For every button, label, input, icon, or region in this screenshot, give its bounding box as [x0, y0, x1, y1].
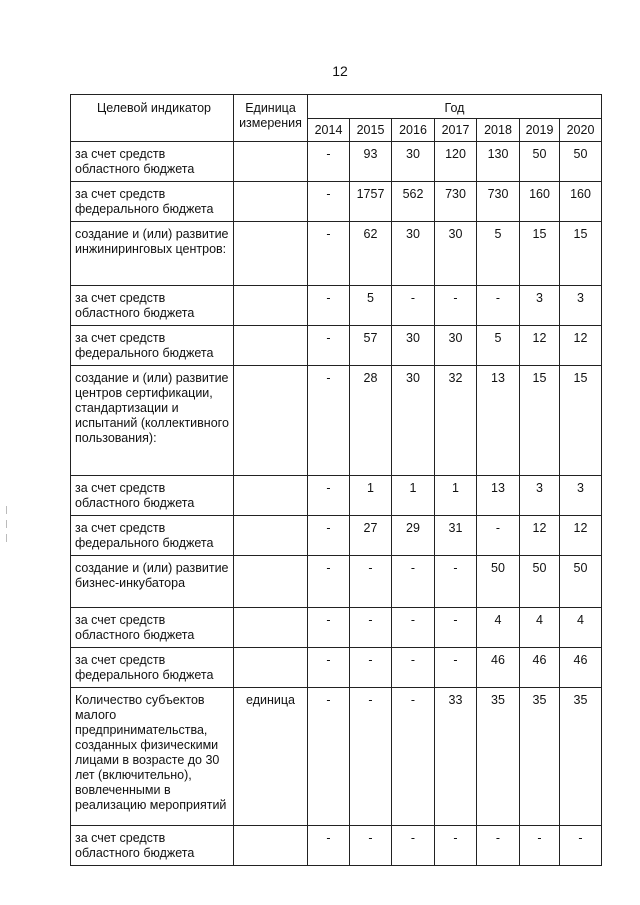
- value-cell: -: [308, 826, 350, 866]
- value-cell: 3: [560, 286, 602, 326]
- value-cell: 5: [350, 286, 392, 326]
- value-cell: 50: [477, 556, 520, 608]
- value-cell: 130: [477, 142, 520, 182]
- value-cell: 5: [477, 222, 520, 286]
- year-header: 2016: [392, 119, 435, 142]
- scan-mark: [6, 506, 7, 514]
- row-label: за счет средств федерального бюджета: [71, 516, 234, 556]
- value-cell: 15: [520, 366, 560, 476]
- value-cell: -: [350, 688, 392, 826]
- row-unit: [234, 516, 308, 556]
- value-cell: -: [477, 826, 520, 866]
- value-cell: -: [392, 556, 435, 608]
- header-unit: Единица измерения: [234, 95, 308, 142]
- row-label: за счет средств федерального бюджета: [71, 648, 234, 688]
- value-cell: 35: [520, 688, 560, 826]
- value-cell: -: [392, 826, 435, 866]
- value-cell: 57: [350, 326, 392, 366]
- year-header: 2014: [308, 119, 350, 142]
- row-unit: [234, 222, 308, 286]
- table-row: [71, 648, 602, 688]
- year-header: 2020: [560, 119, 602, 142]
- value-cell: -: [435, 556, 477, 608]
- value-cell: 28: [350, 366, 392, 476]
- value-cell: 160: [560, 182, 602, 222]
- value-cell: 1: [350, 476, 392, 516]
- value-cell: 730: [477, 182, 520, 222]
- value-cell: -: [308, 326, 350, 366]
- header-year: Год: [308, 95, 602, 119]
- value-cell: 33: [435, 688, 477, 826]
- value-cell: -: [308, 476, 350, 516]
- row-unit: [234, 476, 308, 516]
- value-cell: 120: [435, 142, 477, 182]
- row-unit: [234, 648, 308, 688]
- scan-mark: [6, 534, 7, 542]
- value-cell: -: [308, 608, 350, 648]
- value-cell: 32: [435, 366, 477, 476]
- year-header: 2017: [435, 119, 477, 142]
- value-cell: -: [350, 648, 392, 688]
- value-cell: -: [477, 516, 520, 556]
- table-row: [71, 608, 602, 648]
- value-cell: -: [308, 142, 350, 182]
- year-header: 2015: [350, 119, 392, 142]
- value-cell: -: [520, 826, 560, 866]
- page-number: 12: [332, 63, 348, 79]
- value-cell: 46: [477, 648, 520, 688]
- value-cell: 13: [477, 366, 520, 476]
- header-indicator: Целевой индикатор: [71, 95, 234, 142]
- indicators-table: [70, 94, 602, 866]
- row-label: за счет средств областного бюджета: [71, 286, 234, 326]
- value-cell: 27: [350, 516, 392, 556]
- value-cell: 30: [435, 326, 477, 366]
- row-label: за счет средств федерального бюджета: [71, 182, 234, 222]
- value-cell: 12: [560, 516, 602, 556]
- value-cell: 4: [520, 608, 560, 648]
- value-cell: 160: [520, 182, 560, 222]
- row-label: за счет средств федерального бюджета: [71, 326, 234, 366]
- table-row: [71, 366, 602, 476]
- value-cell: 15: [560, 222, 602, 286]
- value-cell: -: [308, 516, 350, 556]
- value-cell: -: [308, 648, 350, 688]
- value-cell: 13: [477, 476, 520, 516]
- value-cell: 30: [392, 326, 435, 366]
- value-cell: 29: [392, 516, 435, 556]
- value-cell: -: [392, 688, 435, 826]
- value-cell: -: [308, 366, 350, 476]
- value-cell: 35: [477, 688, 520, 826]
- value-cell: 4: [560, 608, 602, 648]
- value-cell: -: [435, 648, 477, 688]
- value-cell: 15: [560, 366, 602, 476]
- value-cell: 30: [435, 222, 477, 286]
- table-row: [71, 516, 602, 556]
- value-cell: 50: [560, 556, 602, 608]
- row-label: за счет средств областного бюджета: [71, 142, 234, 182]
- row-label: Количество субъектов малого предпринимательства, созданных физическими лицами в возрасте до 30 лет (включительно), вовлеченными в реализацию мероприятий: [71, 688, 234, 826]
- row-unit: [234, 286, 308, 326]
- row-unit: [234, 182, 308, 222]
- value-cell: -: [308, 286, 350, 326]
- value-cell: -: [392, 608, 435, 648]
- value-cell: 12: [520, 516, 560, 556]
- value-cell: -: [308, 222, 350, 286]
- value-cell: 562: [392, 182, 435, 222]
- value-cell: 730: [435, 182, 477, 222]
- value-cell: -: [308, 182, 350, 222]
- value-cell: 35: [560, 688, 602, 826]
- value-cell: 3: [520, 286, 560, 326]
- value-cell: -: [392, 648, 435, 688]
- value-cell: 12: [520, 326, 560, 366]
- row-unit: [234, 556, 308, 608]
- value-cell: -: [477, 286, 520, 326]
- table-row: [71, 476, 602, 516]
- table-row: [71, 326, 602, 366]
- value-cell: 5: [477, 326, 520, 366]
- scan-mark: [6, 520, 7, 528]
- table-row: [71, 222, 602, 286]
- value-cell: 93: [350, 142, 392, 182]
- row-unit: [234, 326, 308, 366]
- value-cell: 31: [435, 516, 477, 556]
- row-label: за счет средств областного бюджета: [71, 826, 234, 866]
- value-cell: 1757: [350, 182, 392, 222]
- value-cell: 1: [392, 476, 435, 516]
- value-cell: -: [435, 608, 477, 648]
- year-header: 2018: [477, 119, 520, 142]
- row-unit: [234, 366, 308, 476]
- value-cell: -: [308, 556, 350, 608]
- table-row: [71, 556, 602, 608]
- value-cell: 30: [392, 366, 435, 476]
- value-cell: 62: [350, 222, 392, 286]
- value-cell: 1: [435, 476, 477, 516]
- row-label: создание и (или) развитие инжиниринговых центров:: [71, 222, 234, 286]
- row-label: за счет средств областного бюджета: [71, 608, 234, 648]
- table-row: [71, 182, 602, 222]
- value-cell: 15: [520, 222, 560, 286]
- value-cell: 30: [392, 222, 435, 286]
- row-label: за счет средств областного бюджета: [71, 476, 234, 516]
- row-unit: [234, 608, 308, 648]
- table-row: [71, 688, 602, 826]
- row-label: создание и (или) развитие бизнес-инкубатора: [71, 556, 234, 608]
- value-cell: 50: [520, 556, 560, 608]
- row-unit: единица: [234, 688, 308, 826]
- value-cell: 46: [520, 648, 560, 688]
- value-cell: 12: [560, 326, 602, 366]
- value-cell: 30: [392, 142, 435, 182]
- value-cell: 3: [560, 476, 602, 516]
- value-cell: -: [560, 826, 602, 866]
- value-cell: 50: [520, 142, 560, 182]
- value-cell: 4: [477, 608, 520, 648]
- row-label: создание и (или) развитие центров сертификации, стандартизации и испытаний (коллективного пользования):: [71, 366, 234, 476]
- table-row: [71, 826, 602, 866]
- value-cell: -: [435, 286, 477, 326]
- value-cell: 50: [560, 142, 602, 182]
- row-unit: [234, 826, 308, 866]
- value-cell: -: [308, 688, 350, 826]
- table-row: [71, 286, 602, 326]
- table-row: [71, 142, 602, 182]
- value-cell: -: [392, 286, 435, 326]
- value-cell: 46: [560, 648, 602, 688]
- row-unit: [234, 142, 308, 182]
- value-cell: -: [350, 826, 392, 866]
- value-cell: -: [435, 826, 477, 866]
- value-cell: -: [350, 608, 392, 648]
- value-cell: 3: [520, 476, 560, 516]
- value-cell: -: [350, 556, 392, 608]
- year-header: 2019: [520, 119, 560, 142]
